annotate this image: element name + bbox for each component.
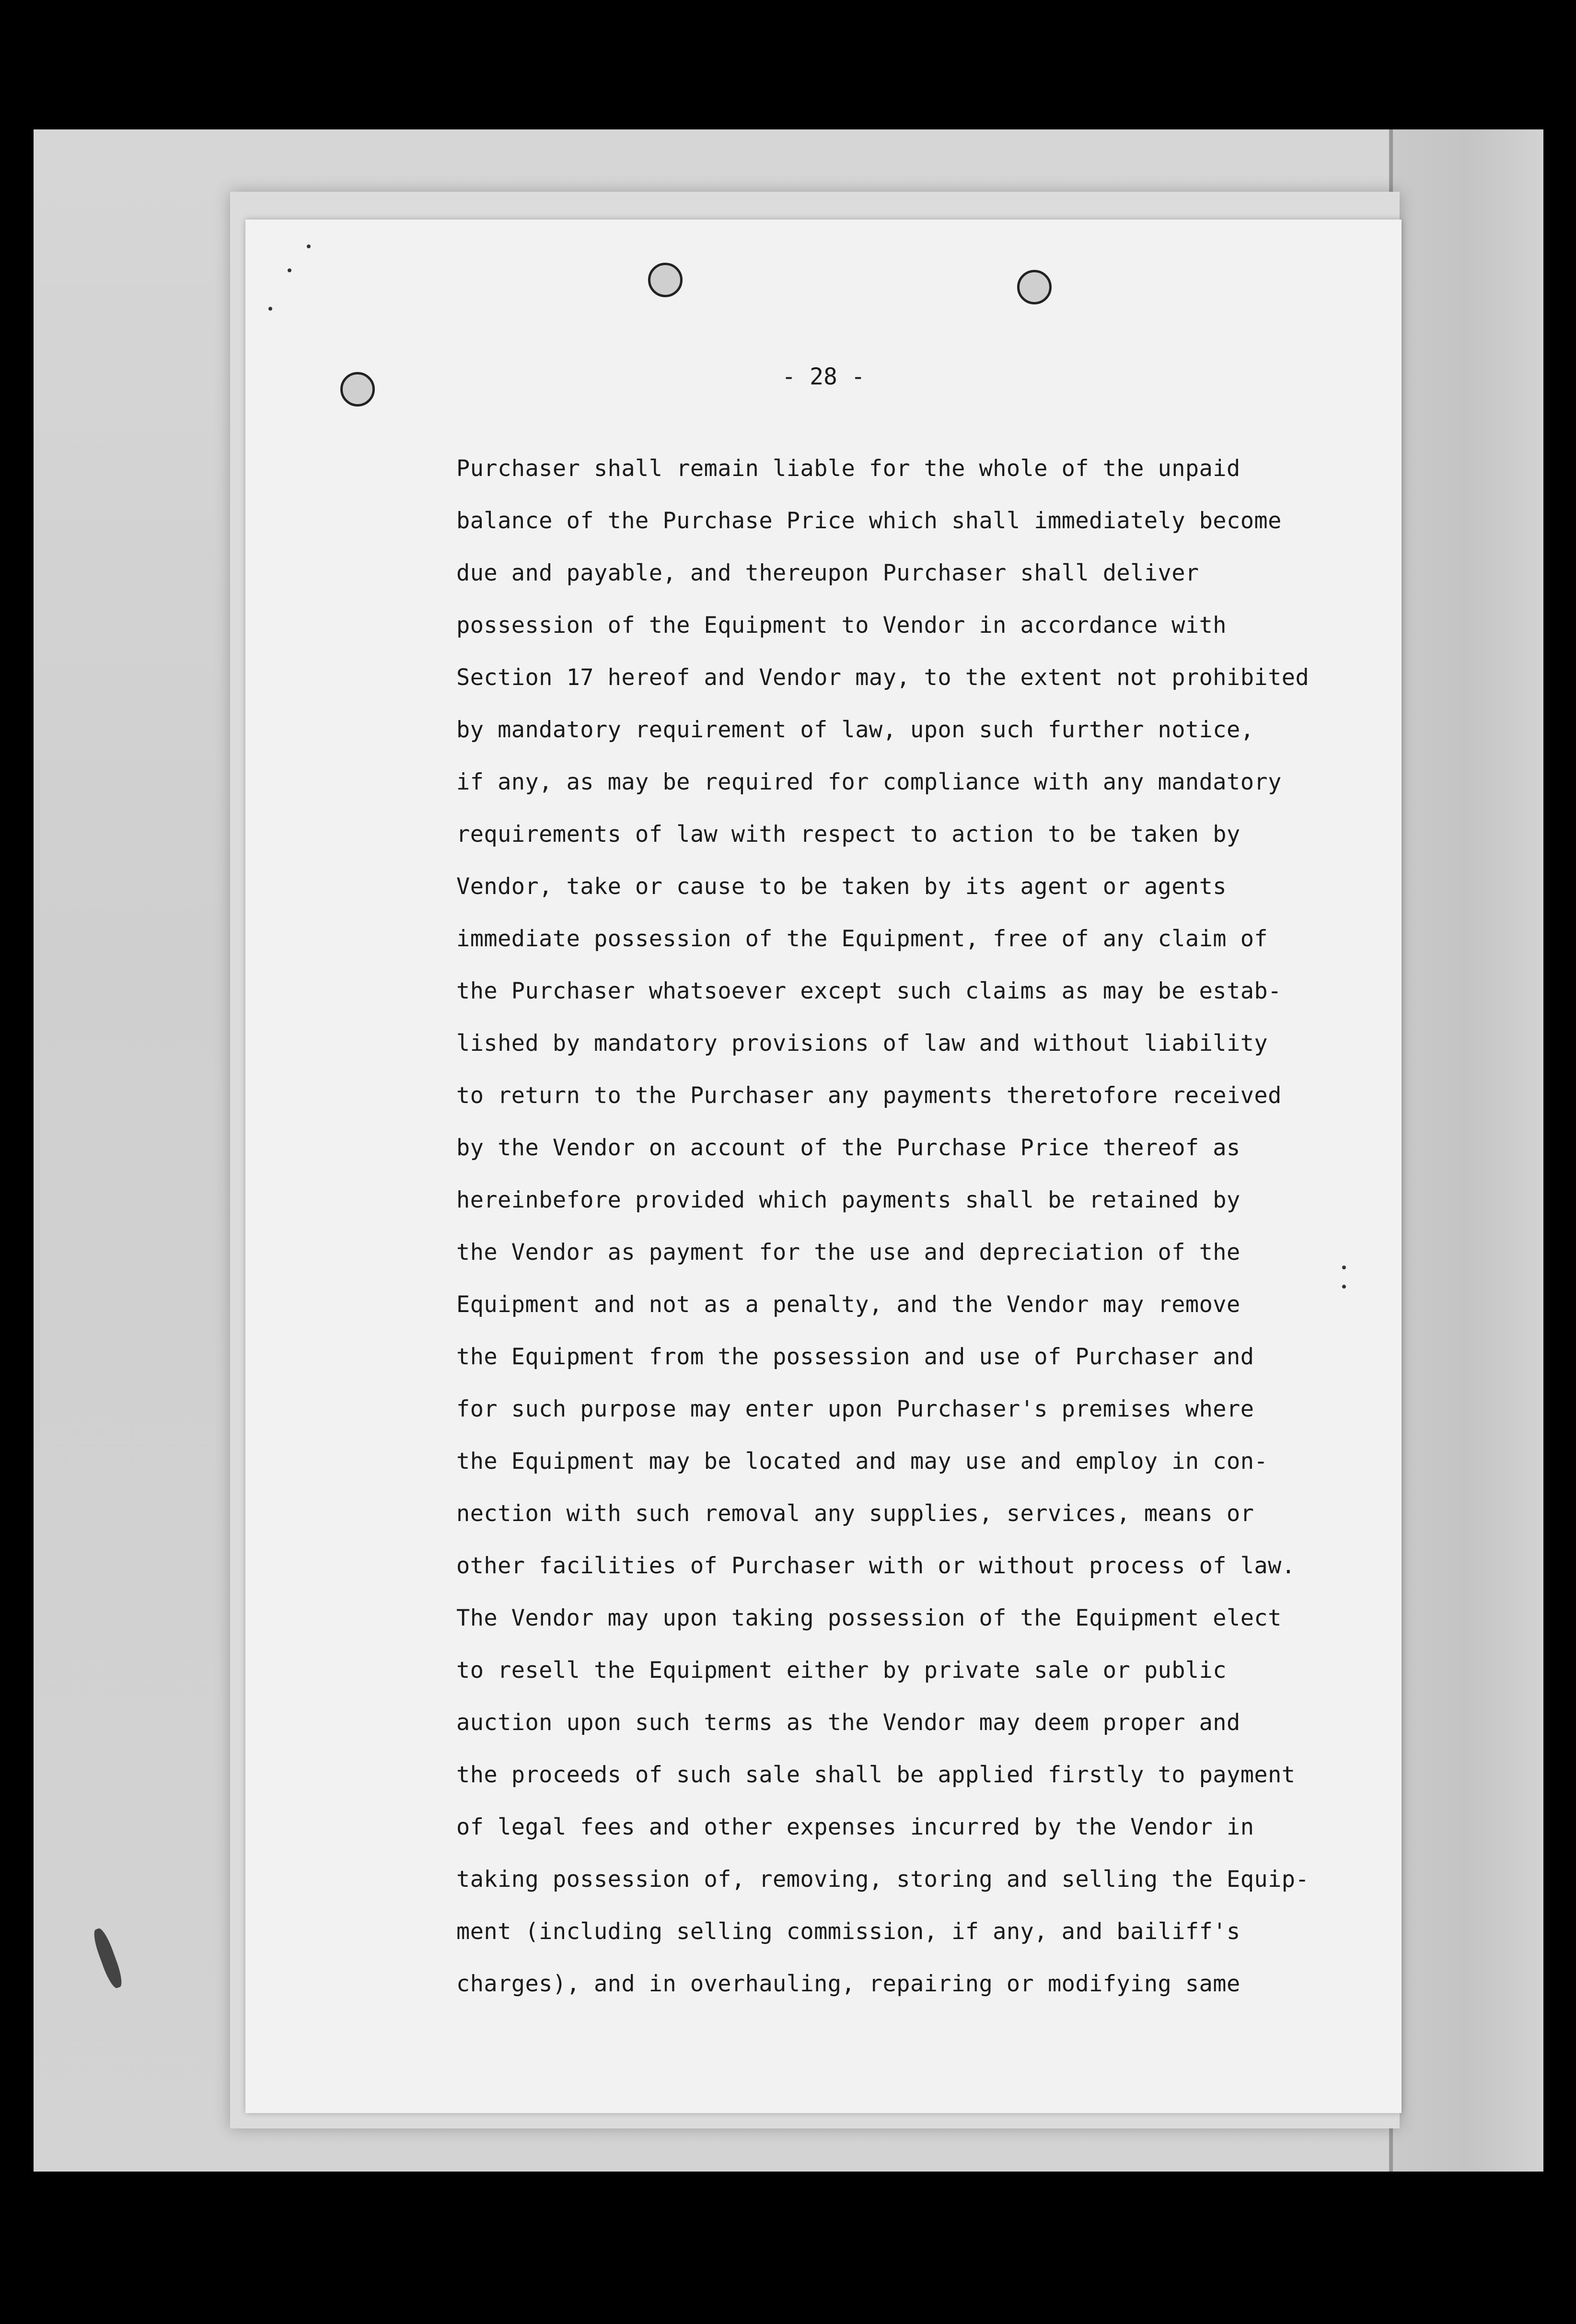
text-line: to return to the Purchaser any payments theretofore received bbox=[456, 1082, 1282, 1109]
text-line: possession of the Equipment to Vendor in accordance with bbox=[456, 612, 1227, 639]
text-line: for such purpose may enter upon Purchaser's premises where bbox=[456, 1396, 1254, 1422]
text-line: Section 17 hereof and Vendor may, to the extent not prohibited bbox=[456, 664, 1309, 691]
text-line: lished by mandatory provisions of law and without liability bbox=[456, 1030, 1268, 1057]
dust-speck bbox=[1342, 1285, 1346, 1289]
punch-hole bbox=[1017, 270, 1052, 304]
text-line: the proceeds of such sale shall be applied firstly to payment bbox=[456, 1762, 1296, 1788]
dust-speck bbox=[288, 268, 291, 272]
text-line: requirements of law with respect to action to be taken by bbox=[456, 821, 1240, 848]
dust-speck bbox=[307, 244, 311, 248]
text-line: The Vendor may upon taking possession of the Equipment elect bbox=[456, 1605, 1282, 1631]
text-line: Equipment and not as a penalty, and the Vendor may remove bbox=[456, 1291, 1240, 1318]
text-line: other facilities of Purchaser with or without process of law. bbox=[456, 1553, 1296, 1579]
text-line: by the Vendor on account of the Purchase Price thereof as bbox=[456, 1135, 1240, 1161]
text-line: the Purchaser whatsoever except such claims as may be estab- bbox=[456, 978, 1282, 1004]
document-page bbox=[245, 220, 1402, 2113]
text-line: immediate possession of the Equipment, free of any claim of bbox=[456, 926, 1268, 952]
dust-speck bbox=[268, 307, 272, 311]
dust-speck bbox=[1342, 1266, 1346, 1269]
text-line: the Equipment from the possession and use of Purchaser and bbox=[456, 1344, 1254, 1370]
text-line: to resell the Equipment either by private sale or public bbox=[456, 1657, 1227, 1684]
text-line: of legal fees and other expenses incurred by the Vendor in bbox=[456, 1814, 1254, 1840]
text-line: the Vendor as payment for the use and depreciation of the bbox=[456, 1239, 1240, 1266]
text-line: due and payable, and thereupon Purchaser shall deliver bbox=[456, 560, 1199, 586]
text-line: charges), and in overhauling, repairing or modifying same bbox=[456, 1971, 1240, 1997]
text-line: hereinbefore provided which payments shall be retained by bbox=[456, 1187, 1240, 1213]
text-line: balance of the Purchase Price which shall immediately become bbox=[456, 508, 1282, 534]
text-line: taking possession of, removing, storing and selling the Equip- bbox=[456, 1866, 1309, 1893]
text-line: if any, as may be required for compliance with any mandatory bbox=[456, 769, 1282, 795]
text-line: Purchaser shall remain liable for the whole of the unpaid bbox=[456, 455, 1240, 482]
text-line: ment (including selling commission, if any, and bailiff's bbox=[456, 1918, 1240, 1945]
text-line: the Equipment may be located and may use and employ in con- bbox=[456, 1448, 1268, 1475]
backing-edge bbox=[1390, 129, 1543, 2172]
text-line: nection with such removal any supplies, services, means or bbox=[456, 1500, 1254, 1527]
punch-hole bbox=[648, 263, 683, 297]
page-number: - 28 - bbox=[782, 363, 865, 390]
text-line: Vendor, take or cause to be taken by its agent or agents bbox=[456, 873, 1227, 900]
text-line: by mandatory requirement of law, upon such further notice, bbox=[456, 717, 1254, 743]
body-text bbox=[456, 442, 1367, 2010]
text-line: auction upon such terms as the Vendor may deem proper and bbox=[456, 1709, 1240, 1736]
